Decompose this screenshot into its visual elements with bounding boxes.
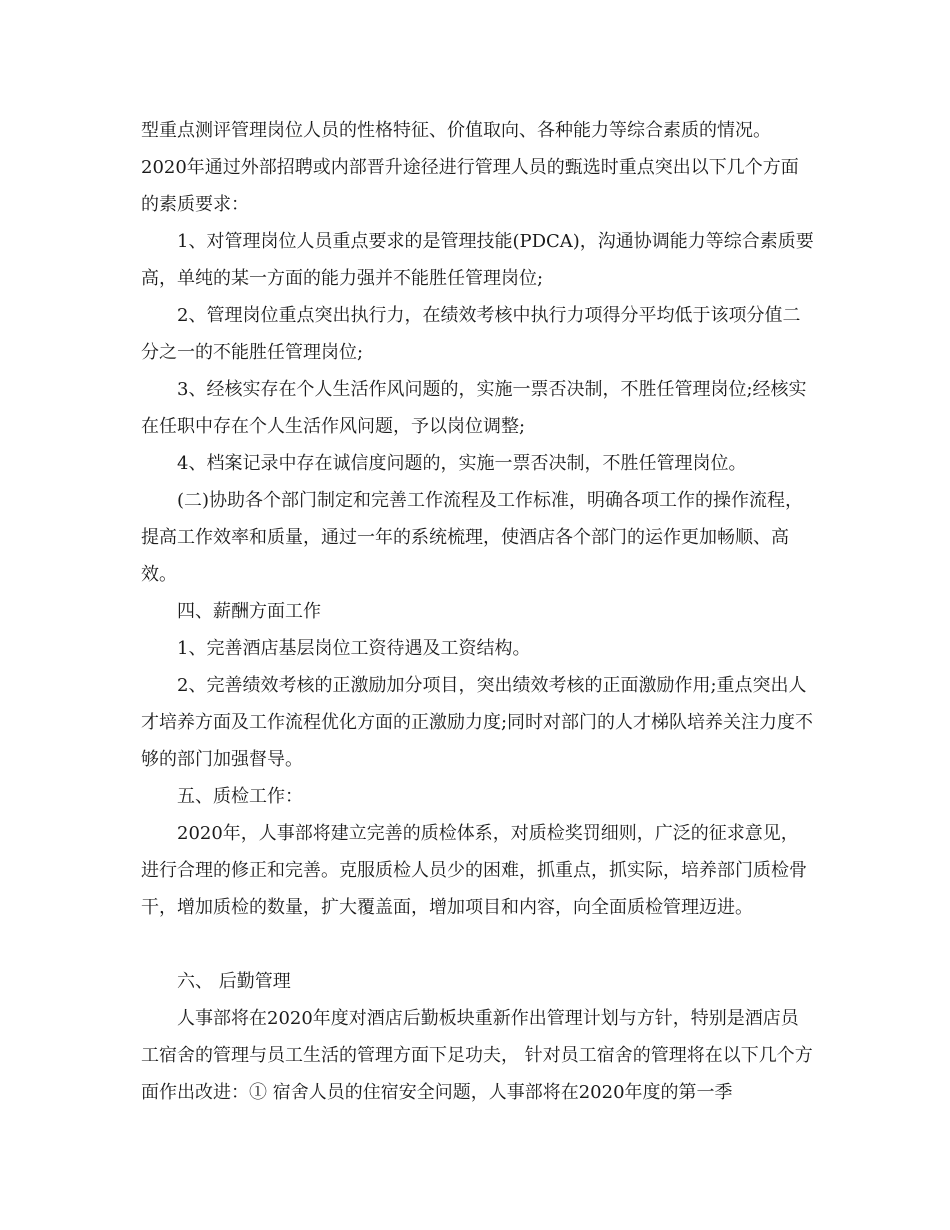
paragraph-personnel-evaluation: 型重点测评管理岗位人员的性格特征、价值取向、各种能力等综合素质的情况。2020年通过外部招聘或内部晋升途径进行管理人员的甄选时重点突出以下几个方面的素质要求： [141, 120, 799, 215]
paragraph-requirement-3: 3、经核实存在个人生活作风问题的，实施一票否决制，不胜任管理岗位;经核实在任职中存在个人生活作风问题，予以岗位调整; [141, 379, 807, 437]
paragraph-requirement-1: 1、对管理岗位人员重点要求的是管理技能(PDCA)，沟通协调能力等综合素质要高，单纯的某一方面的能力强并不能胜任管理岗位; [141, 231, 814, 289]
section-heading-logistics: 六、 后勤管理 [177, 971, 291, 992]
section-heading-compensation: 四、薪酬方面工作 [177, 601, 321, 622]
paragraph-requirement-2: 2、管理岗位重点突出执行力，在绩效考核中执行力项得分平均低于该项分值二分之一的不能胜任管理岗位; [141, 305, 801, 363]
paragraph-logistics: 人事部将在2020年度对酒店后勤板块重新作出管理计划与方针，特别是酒店员工宿舍的管理与员工生活的管理方面下足功夫， 针对员工宿舍的管理将在以下几个方面作出改进：① 宿舍人员的住宿安全问题，人事部将在2020年度的第一季 [141, 1008, 813, 1103]
paragraph-requirement-4: 4、档案记录中存在诚信度问题的，实施一票否决制，不胜任管理岗位。 [177, 453, 747, 474]
paragraph-quality: 2020年，人事部将建立完善的质检体系，对质检奖罚细则，广泛的征求意见，进行合理的修正和完善。克服质检人员少的困难，抓重点，抓实际，培养部门质检骨干，增加质检的数量，扩大覆盖面，增加项目和内容，向全面质检管理迈进。 [141, 823, 807, 918]
section-heading-quality: 五、质检工作： [177, 786, 303, 807]
paragraph-workflow: (二)协助各个部门制定和完善工作流程及工作标准，明确各项工作的操作流程，提高工作效率和质量，通过一年的系统梳理，使酒店各个部门的运作更加畅顺、高效。 [141, 490, 804, 585]
paragraph-compensation-2: 2、完善绩效考核的正激励加分项目，突出绩效考核的正面激励作用;重点突出人才培养方面及工作流程优化方面的正激励力度;同时对部门的人才梯队培养关注力度不够的部门加强督导。 [141, 675, 814, 770]
paragraph-compensation-1: 1、完善酒店基层岗位工资待遇及工资结构。 [177, 638, 531, 659]
